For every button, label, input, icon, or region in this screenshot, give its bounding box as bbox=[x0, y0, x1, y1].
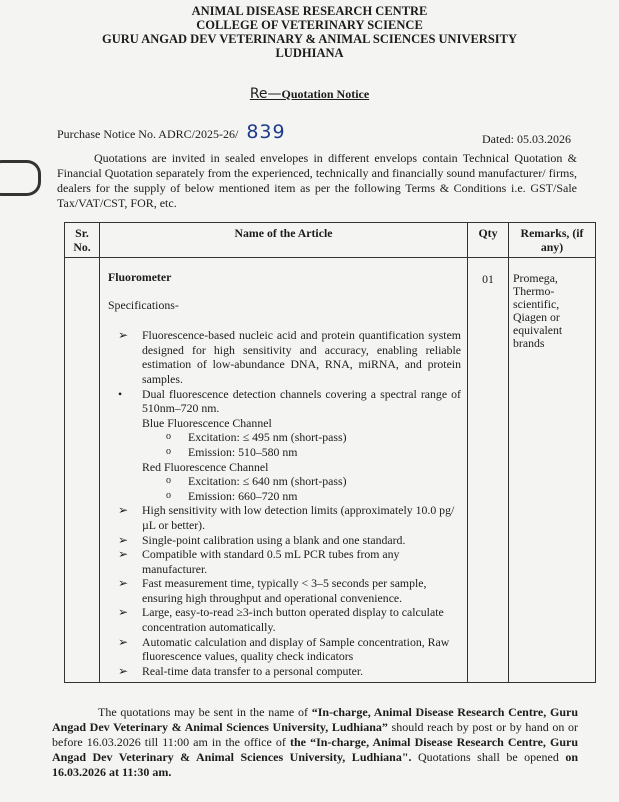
footer-address: “In-charge, Animal Disease Research Centre, Guru Angad Dev Veterinary & Animal Sciences University, Ludhiana” bbox=[52, 705, 579, 734]
paper-clip bbox=[0, 160, 41, 196]
col-sr-no: Sr. No. bbox=[65, 223, 100, 258]
spec-bullet: ➢ Large, easy-to-read ≥3-inch button operated display to calculate concentration automatically. bbox=[118, 605, 444, 635]
blue-channel-label: Blue Fluorescence Channel bbox=[142, 415, 272, 430]
letterhead-line: ANIMAL DISEASE RESEARCH CENTRE bbox=[191, 4, 428, 18]
document-title bbox=[0, 86, 619, 102]
notice-date: Dated: 05.03.2026 bbox=[482, 132, 571, 146]
remarks-cell: Promega, Thermo-scientific, Qiagen or equivalent brands bbox=[509, 258, 596, 683]
spec-bullet: ➢ Single-point calibration using a blank and one standard. bbox=[118, 532, 406, 547]
sr-cell bbox=[65, 258, 100, 683]
letterhead-line: LUDHIANA bbox=[275, 46, 344, 60]
spec-bullet: ➢ Automatic calculation and display of Sample concentration, Raw fluorescence values, quality check indicators bbox=[118, 634, 450, 664]
footer-office: the “In-charge, Animal Disease Research Centre, Guru Angad Dev Veterinary & Animal Sciences University, Ludhiana". bbox=[52, 735, 579, 764]
letterhead-line: GURU ANGAD DEV VETERINARY & ANIMAL SCIENCES UNIVERSITY bbox=[101, 32, 518, 46]
handwritten-number: 839 bbox=[246, 121, 286, 143]
notice-label: Purchase Notice No. ADRC/2025-26/ bbox=[57, 127, 239, 141]
footer-opening-date: on 16.03.2026 at 11:30 am. bbox=[52, 750, 579, 779]
footer-text: should reach by post or by hand on or before 16.03.2026 till 11:00 am in the office of bbox=[52, 720, 578, 749]
intro-paragraph: Quotations are invited in sealed envelopes in different envelops contain Technical Quotation & Financial Quotation separately from the experienced, technically and financially sound manufacturer/ firms, dealers for the supply of below mentioned item as per the following Terms & Conditions i.e. GST/Sale Tax/VAT/CST, FOR, etc. bbox=[57, 151, 577, 210]
spec-bullet: • Dual fluorescence detection channels covering a spectral range of 510nm–720 nm. bbox=[118, 386, 461, 416]
table-row bbox=[65, 258, 596, 683]
items-table bbox=[64, 222, 596, 683]
article-cell bbox=[100, 258, 468, 683]
spec-bullet: ➢ Fluorescence-based nucleic acid and protein quantification system designed for high sensitivity and accuracy, enabling reliable estimation of low-abundance DNA, RNA, miRNA, and protein samples. bbox=[118, 328, 461, 386]
sub-bullet: o Excitation: ≤ 495 nm (short-pass) bbox=[166, 430, 347, 445]
handwritten-prefix: Re— bbox=[249, 86, 282, 102]
spec-label: Specifications- bbox=[108, 297, 179, 312]
spec-bullet: ➢ Compatible with standard 0.5 mL PCR tubes from any manufacturer. bbox=[118, 547, 400, 576]
red-channel-label: Red Fluorescence Channel bbox=[142, 459, 269, 474]
sub-bullet: o Emission: 510–580 nm bbox=[166, 444, 298, 459]
spec-bullet: ➢ High sensitivity with low detection limits (approximately 10.0 pg/µL or better). bbox=[118, 503, 455, 532]
spec-bullet: ➢ Real-time data transfer to a personal computer. bbox=[118, 663, 364, 678]
col-article: Name of the Article bbox=[100, 223, 468, 258]
col-qty: Qty bbox=[468, 223, 509, 258]
spec-bullet: ➢ Fast measurement time, typically < 3–5 seconds per sample, ensuring high throughput and operational convenience. bbox=[118, 576, 427, 605]
purchase-notice-number bbox=[57, 121, 286, 143]
table-header-row bbox=[65, 223, 596, 258]
col-remarks: Remarks, (if any) bbox=[509, 223, 596, 258]
footer-text: The quotations may be sent in the name of bbox=[98, 705, 312, 719]
footer-text: Quotations shall be opened bbox=[411, 750, 566, 764]
submission-paragraph bbox=[52, 705, 578, 780]
sub-bullet: o Excitation: ≤ 640 nm (short-pass) bbox=[166, 474, 347, 489]
title-text: Quotation Notice bbox=[281, 87, 370, 101]
sub-bullet: o Emission: 660–720 nm bbox=[166, 488, 298, 503]
article-name: Fluorometer bbox=[108, 270, 172, 284]
qty-cell: 01 bbox=[468, 258, 509, 683]
letterhead-line: COLLEGE OF VETERINARY SCIENCE bbox=[196, 18, 423, 32]
letterhead bbox=[0, 4, 619, 60]
